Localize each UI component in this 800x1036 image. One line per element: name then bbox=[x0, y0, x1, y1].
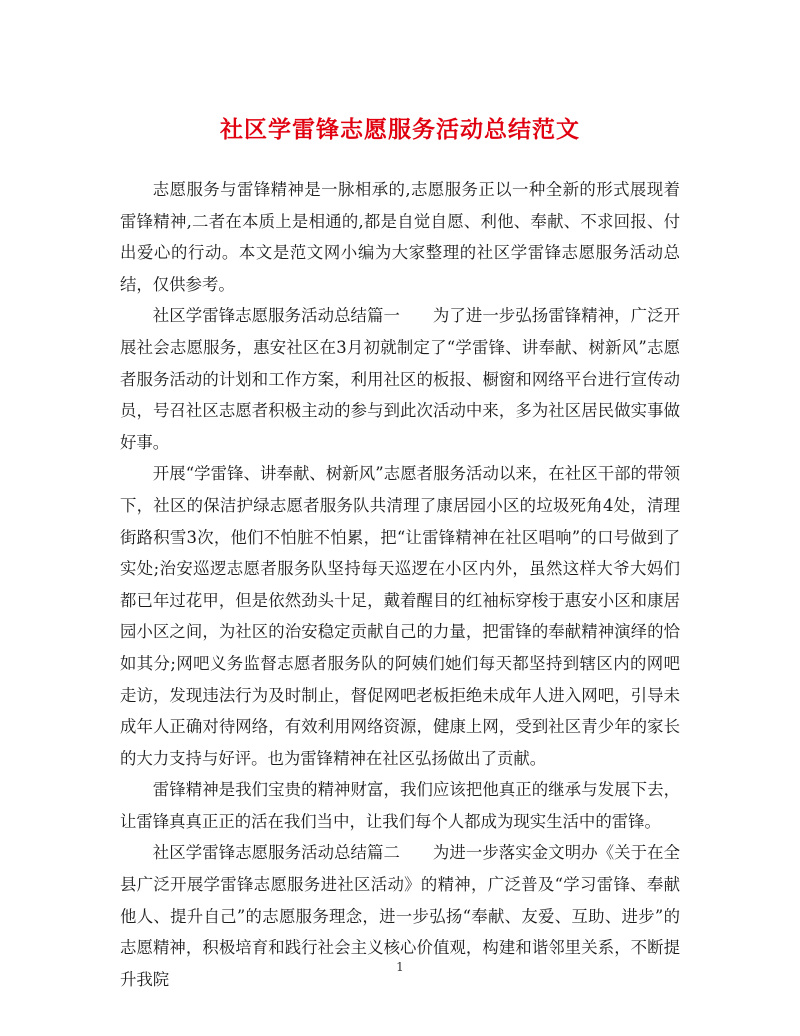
paragraph-text: 雷锋精神是我们宝贵的精神财富，我们应该把他真正的继承与发展下去，让雷锋真真正正的活在我们当中，让我们每个人都成为现实生活中的雷锋。 bbox=[120, 780, 680, 831]
page-number: 1 bbox=[396, 960, 404, 974]
document-body bbox=[120, 174, 680, 995]
paragraph-text: 为进一步落实金文明办《关于在全县广泛开展学雷锋志愿服务进社区活动》的精神，广泛普及“学习雷锋、奉献他人、提升自己”的志愿服务理念，进一步弘扬“奉献、友爱、互助、进步”的志愿精神，积极培育和践行社会主义核心价值观，构建和谐邻里关系，不断提升我院 bbox=[120, 843, 680, 989]
paragraph-spirit bbox=[120, 774, 680, 837]
paragraph-text: 为了进一步弘扬雷锋精神，广泛开展社会志愿服务，惠安社区在3月初就制定了“学雷锋、讲奉献、树新风”志愿者服务活动的计划和工作方案，利用社区的板报、橱窗和网络平台进行宣传动员，号召社区志愿者积极主动的参与到此次活动中来，多为社区居民做实事做好事。 bbox=[120, 306, 680, 452]
document-title: 社区学雷锋志愿服务活动总结范文 bbox=[220, 117, 580, 143]
paragraph-section-one bbox=[120, 300, 680, 458]
paragraph-intro bbox=[120, 174, 680, 300]
section-heading: 社区学雷锋志愿服务活动总结篇一 bbox=[152, 306, 400, 326]
paragraph-text: 开展“学雷锋、讲奉献、树新风”志愿者服务活动以来，在社区干部的带领下，社区的保洁护绿志愿者服务队共清理了康居园小区的垃圾死角4处，清理街路积雪3次，他们不怕脏不怕累，把“让雷锋精神在社区唱响”的口号做到了实处;治安巡逻志愿者服务队坚持每天巡逻在小区内外，虽然这样大爷大妈们都已年过花甲，但是依然劲头十足，戴着醒目的红袖标穿梭于惠安小区和康居园小区之间，为社区的治安稳定贡献自己的力量，把雷锋的奉献精神演绎的恰如其分;网吧义务监督志愿者服务队的阿姨们她们每天都坚持到辖区内的网吧走访，发现违法行为及时制止，督促网吧老板拒绝未成年人进入网吧，引导未成年人正确对待网络，有效利用网络资源，健康上网，受到社区青少年的家长的大力支持与好评。也为雷锋精神在社区弘扬做出了贡献。 bbox=[120, 464, 680, 768]
paragraph-text: 志愿服务与雷锋精神是一脉相承的,志愿服务正以一种全新的形式展现着雷锋精神,二者在本质上是相通的,都是自觉自愿、利他、奉献、不求回报、付出爱心的行动。本文是范文网小编为大家整理的社区学雷锋志愿服务活动总结，仅供参考。 bbox=[120, 180, 680, 294]
paragraph-activities bbox=[120, 458, 680, 774]
section-heading: 社区学雷锋志愿服务活动总结篇二 bbox=[152, 843, 400, 863]
